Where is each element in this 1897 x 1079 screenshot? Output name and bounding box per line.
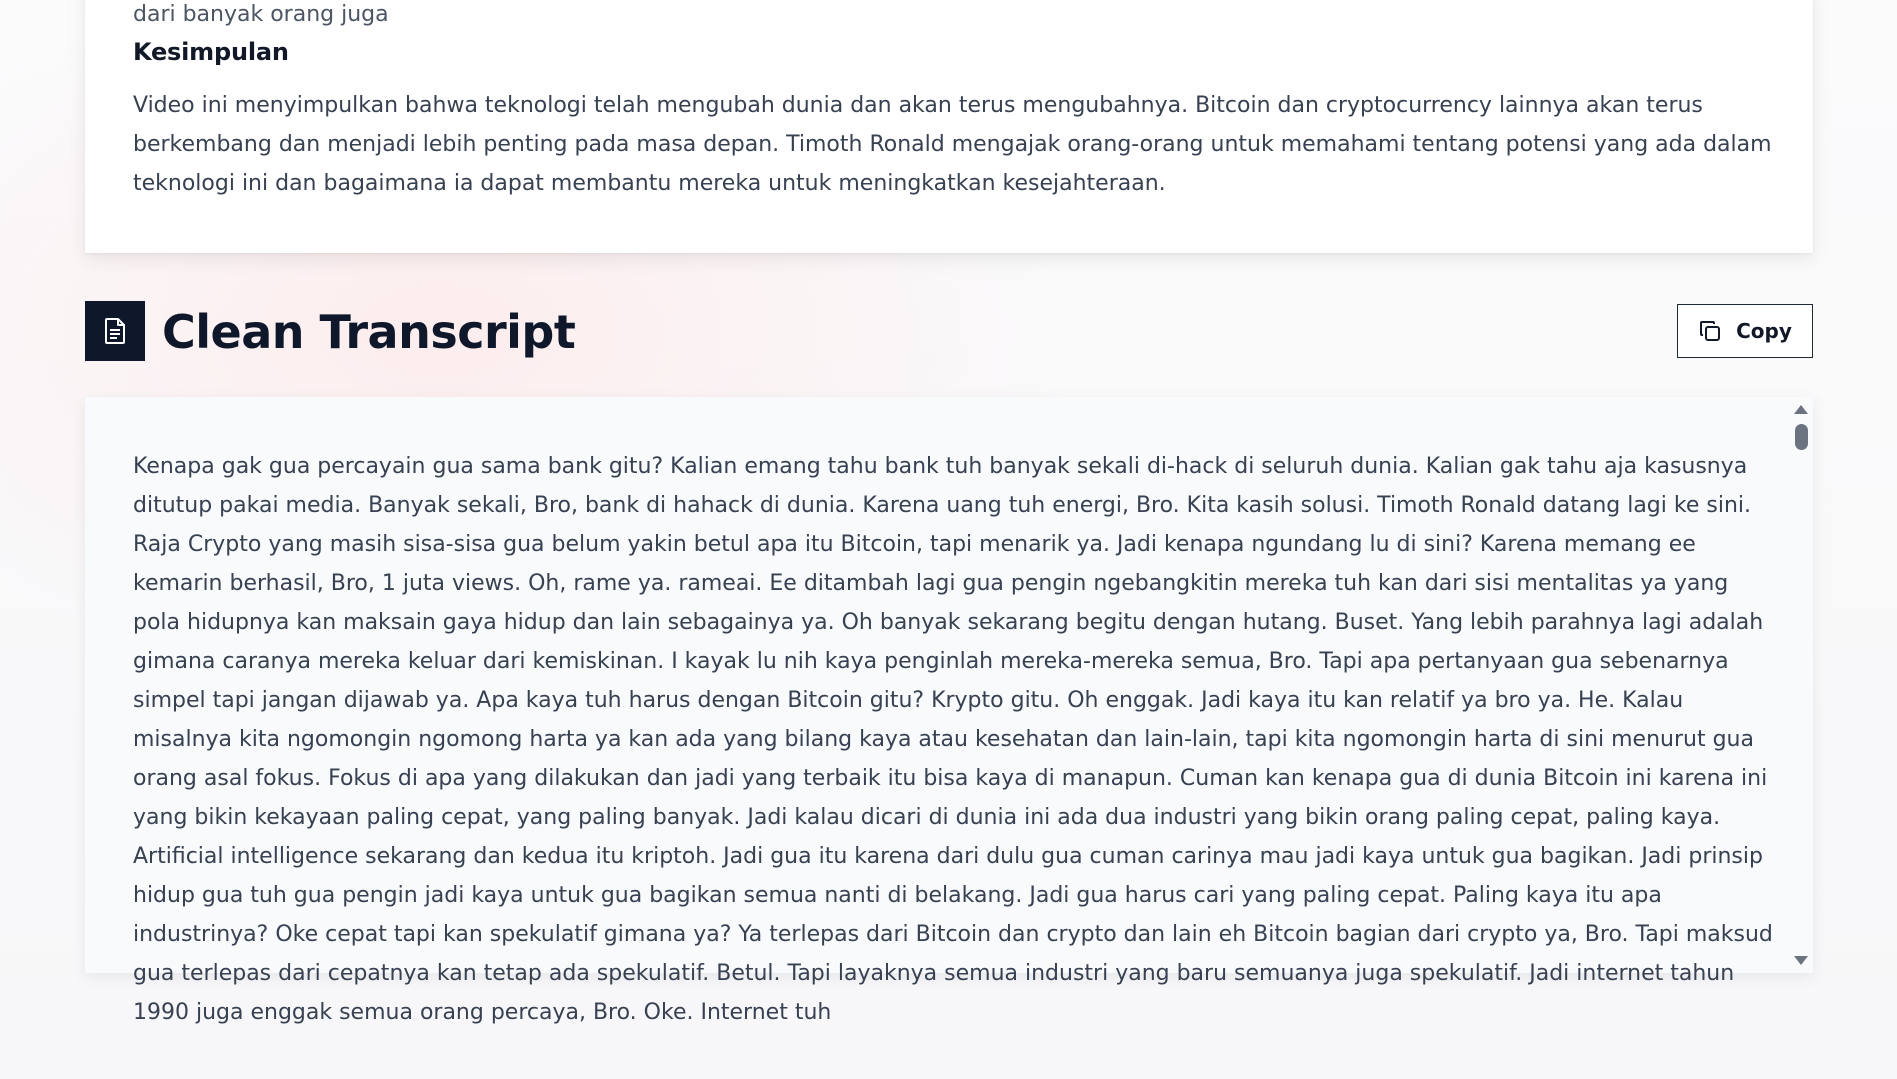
copy-icon — [1698, 319, 1722, 343]
copy-button[interactable] — [1677, 304, 1813, 358]
section-title: Clean Transcript — [162, 305, 576, 359]
summary-clipped-text: dari banyak orang juga — [133, 2, 389, 27]
scroll-down-arrow-icon[interactable] — [1794, 956, 1808, 965]
transcript-scrollbar[interactable] — [1789, 397, 1813, 973]
transcript-header — [85, 301, 1813, 361]
document-icon — [85, 301, 145, 361]
summary-clipped-line — [133, 0, 693, 27]
transcript-box[interactable] — [85, 397, 1813, 1025]
scroll-thumb[interactable] — [1795, 424, 1808, 450]
summary-text: Video ini menyimpulkan bahwa teknologi telah mengubah dunia dan akan terus mengubahnya. Bitcoin dan cryptocurrency lainnya akan terus berkembang dan menjadi lebih penting pada masa depan. Timoth Ronald mengajak orang-orang untuk memahami tentang potensi yang ada dalam teknologi ini dan bagaimana ia dapat membantu mereka untuk meningkatkan kesejahteraan. — [133, 93, 1772, 196]
copy-label: Copy — [1736, 319, 1792, 343]
summary-card — [85, 0, 1813, 253]
scroll-up-arrow-icon[interactable] — [1794, 405, 1808, 414]
summary-heading: Kesimpulan — [133, 38, 289, 66]
transcript-text: Kenapa gak gua percayain gua sama bank gitu? Kalian emang tahu bank tuh banyak sekali di-hack di seluruh dunia. Kalian gak tahu aja kasusnya ditutup pakai media. Banyak sekali, Bro, bank di hahack di dunia. Karena uang tuh energi, Bro. Kita kasih solusi. Timoth Ronald datang lagi ke sini. Raja Crypto yang masih sisa-sisa gua belum yakin betul apa itu Bitcoin, tapi menarik ya. Jadi kenapa ngundang lu di sini? Karena memang ee kemarin berhasil, Bro, 1 juta views. Oh, rame ya. rameai. Ee ditambah lagi gua pengin ngebangkitin mereka tuh kan dari sisi mentalitas ya yang pola hidupnya kan maksain gaya hidup dan lain sebagainya ya. Oh banyak sekarang begitu dengan hutang. Buset. Yang lebih parahnya lagi adalah gimana caranya mereka keluar dari kemiskinan. I kayak lu nih kaya penginlah mereka-mereka semua, Bro. Tapi apa pertanyaan gua sebenarnya simpel tapi jangan dijawab ya. Apa kaya tuh harus dengan Bitcoin gitu? Krypto gitu. Oh enggak. Jadi kaya itu kan relatif ya bro ya. He. Kalau misalnya kita ngomongin ngomong harta ya kan ada yang bilang kaya atau kesehatan dan lain-lain, tapi kita ngomongin harta di sini menurut gua orang asal fokus. Fokus di apa yang dilakukan dan jadi yang terbaik itu bisa kaya di manapun. Cuman kan kenapa gua di dunia Bitcoin ini karena ini yang bikin kekayaan paling cepat, yang paling banyak. Jadi kalau dicari di dunia ini ada dua industri yang bikin orang paling cepat, paling kaya. Artificial intelligence sekarang dan kedua itu kriptoh. Jadi gua itu karena dari dulu gua cuman carinya mau jadi kaya untuk gua bagikan. Jadi prinsip hidup gua tuh gua pengin jadi kaya untuk gua bagikan semua nanti di belakang. Jadi gua harus cari yang paling cepat. Paling kaya itu apa industrinya? Oke cepat tapi kan spekulatif gimana ya? Ya terlepas dari Bitcoin dan crypto dan lain eh Bitcoin bagian dari crypto ya, Bro. Tapi maksud gua terlepas dari cepatnya kan tetap ada spekulatif. Betul. Tapi layaknya semua industri yang baru semuanya juga spekulatif. Jadi internet tahun 1990 juga enggak semua orang percaya, Bro. Oke. Internet tuh — [133, 454, 1773, 1025]
